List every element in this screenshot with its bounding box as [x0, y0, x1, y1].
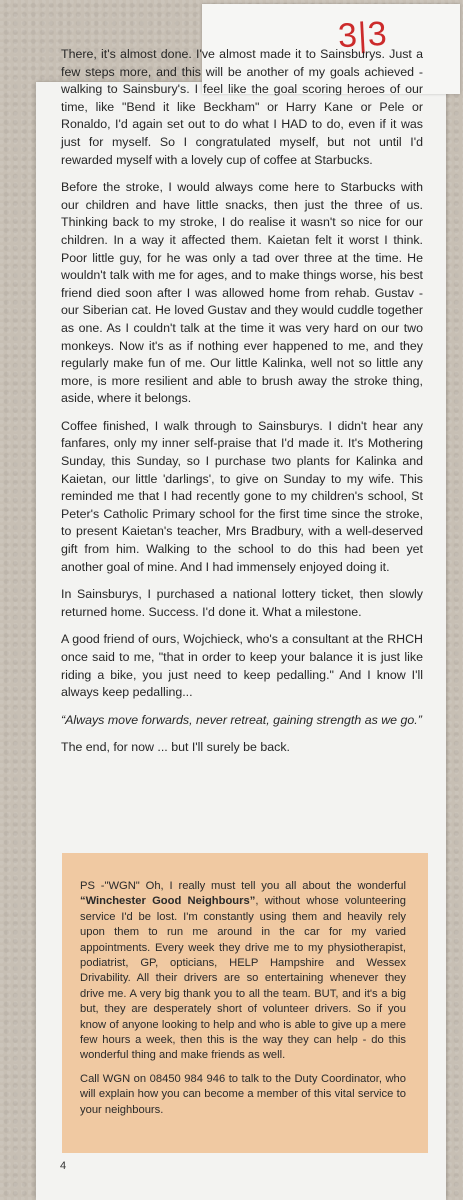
- ps-call: Call WGN on 08450 984 946 to talk to the Duty Coordinator, who will explain how you can become a member of this vital service to your neighbours.: [80, 1072, 406, 1116]
- closing-line: The end, for now ... but I'll surely be back.: [61, 740, 290, 755]
- quote: “Always move forwards, never retreat, gaining strength as we go.”: [61, 712, 422, 727]
- org-name: “Winchester Good Neighbours”: [80, 895, 256, 908]
- paragraph-5: A good friend of ours, Wojchieck, who's a consultant at the RHCH once said to me, "that in order to keep your balance it is just like riding a bike, you just need to keep pedalling." And I know I'll always keep pedalling...: [61, 632, 423, 700]
- article-body: [61, 46, 423, 767]
- handwritten-page-mark: 3|3: [337, 14, 389, 56]
- ps-text: [80, 879, 406, 1126]
- ps-paragraph: [80, 879, 406, 1064]
- ps-intro: PS -"WGN" Oh, I really must tell you all about the wonderful: [80, 880, 406, 892]
- paragraph-4: In Sainsburys, I purchased a national lottery ticket, then slowly returned home. Success. I'd done it. What a milestone.: [61, 587, 423, 619]
- page-number: 4: [60, 1160, 67, 1172]
- paragraph-1: There, it's almost done. I've almost made it to Sainsburys. Just a few steps more, and this will be another of my goals achieved - walking to Sainsbury's. I feel like the goal scoring heroes of our time, like "Bend it like Beckham" or Harry Kane or Pele or Ronaldo, I'd again set out to do what I HAD to do, even if it was just for myself. So I congratulated myself, but not until I'd rewarded myself with a lovely cup of coffee at Starbucks.: [61, 47, 423, 167]
- paragraph-2: Before the stroke, I would always come here to Starbucks with our children and have little snacks, then just the three of us. Thinking back to my stroke, I do realise it wasn't so nice for our children. In a way it affected them. Kaietan felt it worst I think. Poor little guy, for he was only a tad over three at the time. He wouldn't talk with me for ages, and to make things worse, his best friend died soon after I was allowed home from rehab. Gustav - our Siberian cat. He loved Gustav and they would cuddle together as one. As I couldn't talk at the time it was very hard on our two monkeys. Now it's as if nothing ever happened to me, and they regularly make fun of me. Our little Kalinka, well not so little any more, is more resilient and able to brush away the stroke thing, aside, where it belongs.: [61, 180, 423, 406]
- ps-body: , without whose volunteering service I'd be lost. I'm constantly using them and heavily rely upon them to run me around in the car for my varied appointments. Every week they drive me to my physiotherapist, podiatrist, GP, opticians, HELP Hampshire and Wessex Drivability. All their drivers are so entertaining whenever they drive me. A very big thank you to all the team. BUT, and it's a big but, they are desperately short of volunteer drivers. So if you know of anyone looking to help and who is able to give up a mere few hours a week, then this is the way they can help - do this wonderful thing and make friends as well.: [80, 895, 406, 1062]
- paragraph-3: Coffee finished, I walk through to Sainsburys. I didn't hear any fanfares, only my inner self-praise that I'd made it. It's Mothering Sunday, this Sunday, so I purchase two plants for Kalinka and Kaietan, our little 'darlings', to give on Sunday to my wife. This reminded me that I had recently gone to my children's school, St Peter's Catholic Primary school for the first time since the stroke, to present Kaietan's teacher, Mrs Bradbury, with a well-deserved gift from him. Walking to the school to do this had been yet another goal of mine. And I had immensely enjoyed doing it.: [61, 418, 423, 574]
- ps-box: [62, 853, 428, 1153]
